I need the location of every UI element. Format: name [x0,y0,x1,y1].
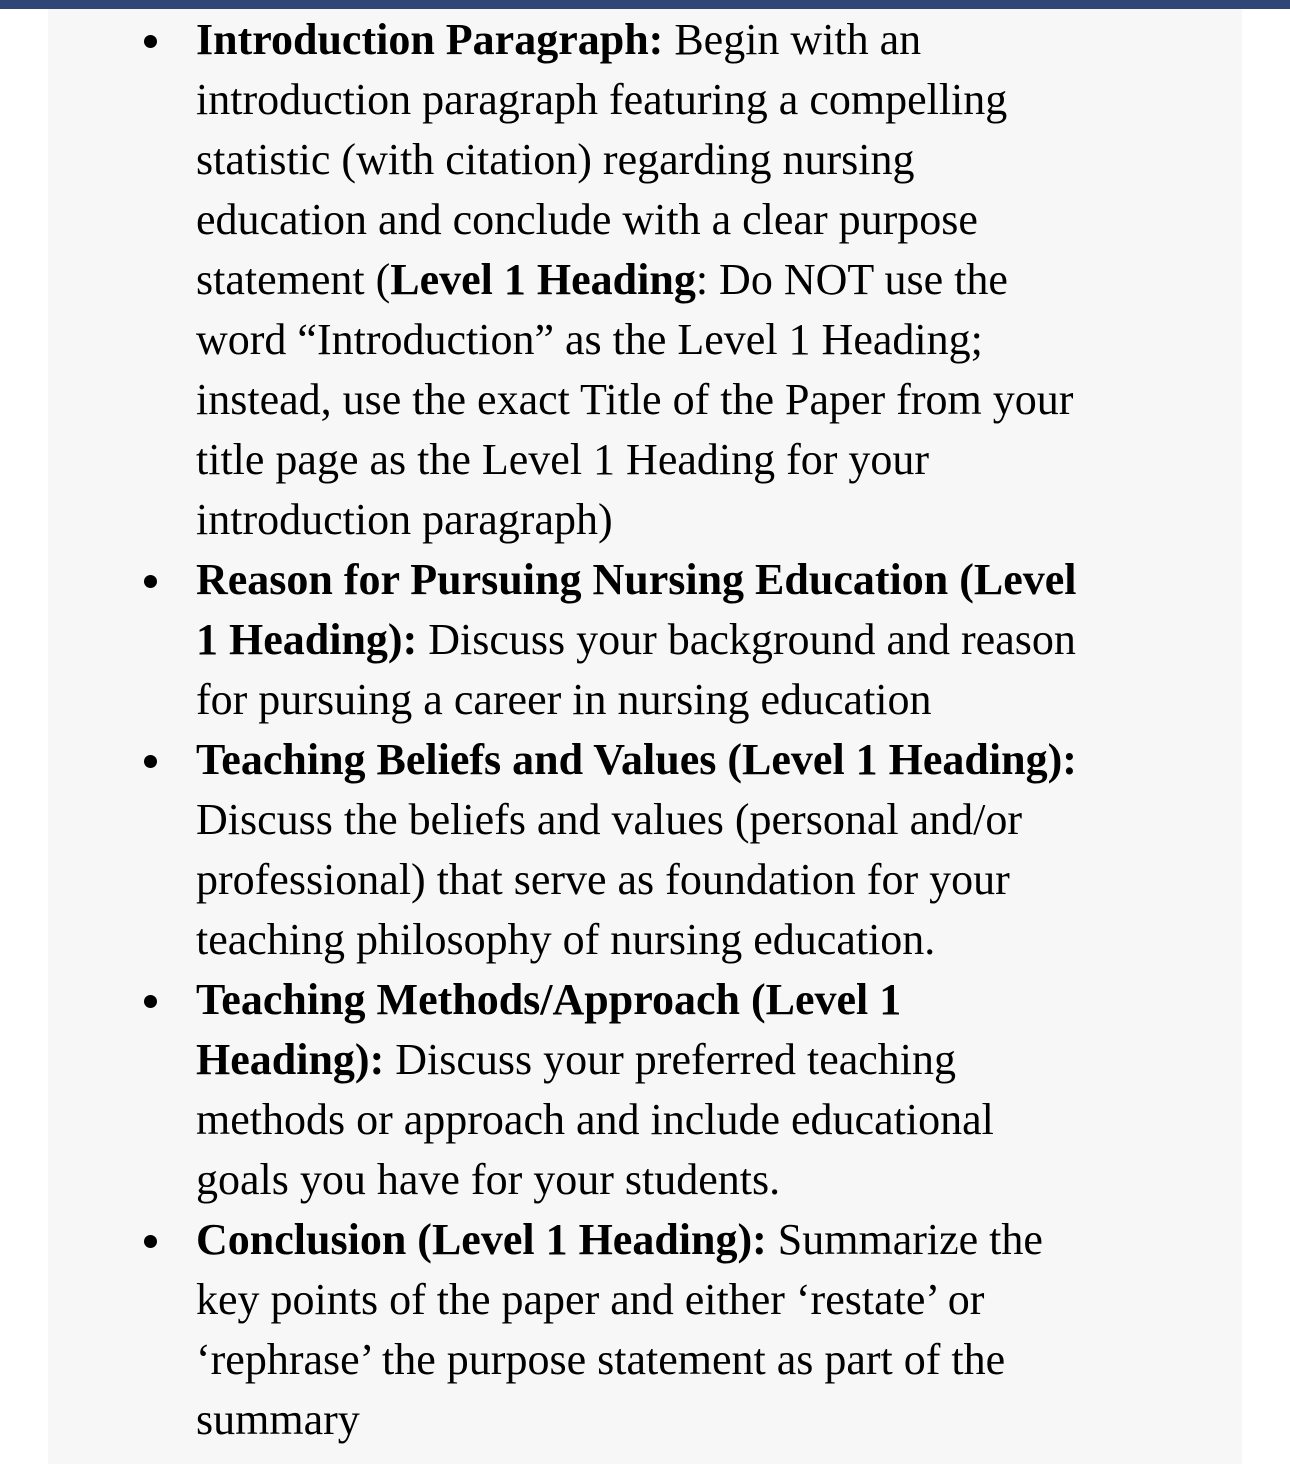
text-line: summary [196,1395,360,1444]
text-line: Heading): Discuss your preferred teaching [196,1035,957,1084]
text-line: Teaching Methods/Approach (Level 1 [196,975,902,1024]
text-line: teaching philosophy of nursing education. [196,915,936,964]
text-line: title page as the Level 1 Heading for your [196,435,930,484]
list-item-introduction [196,10,1196,550]
bullet-icon [144,35,157,48]
text-line: introduction paragraph) [196,495,613,544]
text-line: instead, use the exact Title of the Paper from your [196,375,1074,424]
text-line: key points of the paper and either ‘restate’ or [196,1275,985,1324]
list-item-teaching-methods [196,970,1196,1210]
text-line: for pursuing a career in nursing education [196,675,932,724]
text-line: goals you have for your students. [196,1155,781,1204]
top-accent-bar [0,0,1290,9]
list-item-teaching-beliefs [196,730,1196,970]
text-line: Teaching Beliefs and Values (Level 1 Heading): [196,735,1077,784]
text-line: statement (Level 1 Heading: Do NOT use the [196,255,1008,304]
text-line: statistic (with citation) regarding nursing [196,135,915,184]
list-item-reason-for-pursuing [196,550,1196,730]
text-line: Introduction Paragraph: Begin with an [196,15,922,64]
text-line: education and conclude with a clear purpose [196,195,978,244]
text-line: introduction paragraph featuring a compelling [196,75,1008,124]
bullet-icon [144,755,157,768]
assignment-guidelines-list [196,10,1196,1450]
bullet-icon [144,1235,157,1248]
text-line: 1 Heading): Discuss your background and reason [196,615,1076,664]
text-line: professional) that serve as foundation for your [196,855,1010,904]
bullet-icon [144,995,157,1008]
text-line: Reason for Pursuing Nursing Education (Level [196,555,1077,604]
text-line: methods or approach and include educational [196,1095,994,1144]
text-line: ‘rephrase’ the purpose statement as part of the [196,1335,1006,1384]
text-line: Conclusion (Level 1 Heading): Summarize the [196,1215,1043,1264]
list-item-conclusion [196,1210,1196,1450]
bullet-icon [144,575,157,588]
text-line: Discuss the beliefs and values (personal and/or [196,795,1022,844]
text-line: word “Introduction” as the Level 1 Heading; [196,315,983,364]
